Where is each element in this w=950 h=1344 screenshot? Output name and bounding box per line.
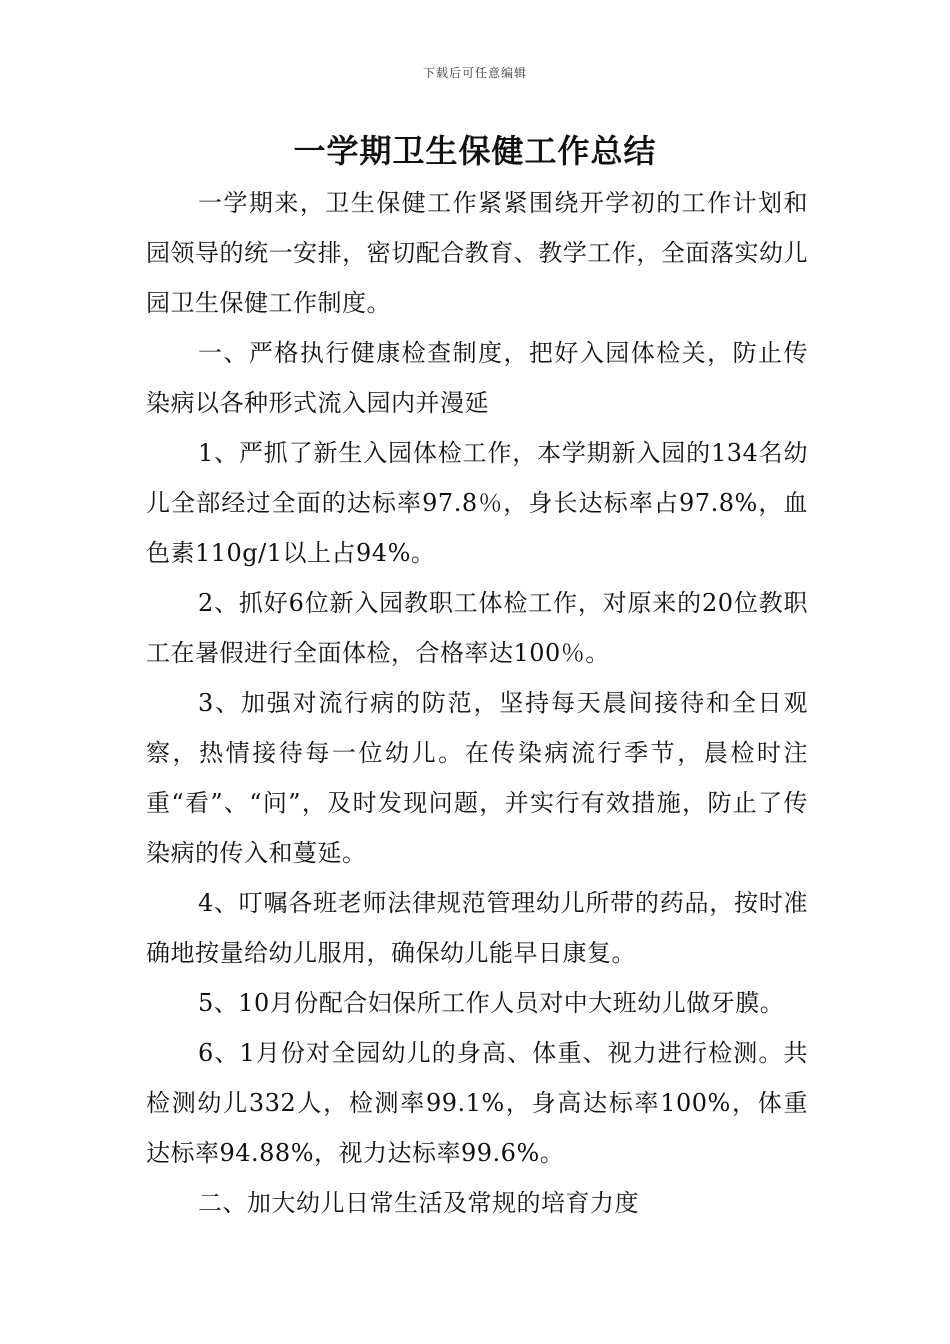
item-paragraph-1: 1、严抓了新生入园体检工作，本学期新入园的134名幼儿全部经过全面的达标率97.8％，身长达标率占97.8%，血色素110g/1以上占94%。 [146,439,808,567]
section-heading-2: 二、加大幼儿日常生活及常规的培育力度 [198,1189,639,1217]
item-paragraph-4: 4、叮嘱各班老师法律规范管理幼儿所带的药品，按时准确地按量给幼儿服用，确保幼儿能早日康复。 [146,889,808,967]
item-paragraph-6: 6、1月份对全园幼儿的身高、体重、视力进行检测。共检测幼儿332人，检测率99.1%，身高达标率100%，体重达标率94.88%，视力达标率99.6%。 [146,1039,808,1167]
intro-paragraph: 一学期来，卫生保健工作紧紧围绕开学初的工作计划和园领导的统一安排，密切配合教育、教学工作，全面落实幼儿园卫生保健工作制度。 [146,189,808,317]
item-paragraph-2: 2、抓好6位新入园教职工体检工作，对原来的20位教职工在暑假进行全面体检，合格率达100％。 [146,589,808,667]
document-body [146,178,808,1228]
header-note: 下载后可任意编辑 [422,66,527,80]
item-paragraph-5: 5、10月份配合妇保所工作人员对中大班幼儿做牙膜。 [198,989,785,1017]
section-heading-1: 一、严格执行健康检查制度，把好入园体检关，防止传染病以各种形式流入园内并漫延 [146,339,808,417]
item-paragraph-3: 3、加强对流行病的防范，坚持每天晨间接待和全日观察，热情接待每一位幼儿。在传染病流行季节，晨检时注重“看”、“问”，及时发现问题，并实行有效措施，防止了传染病的传入和蔓延。 [146,689,808,867]
document-title: 一学期卫生保健工作总结 [293,132,657,170]
